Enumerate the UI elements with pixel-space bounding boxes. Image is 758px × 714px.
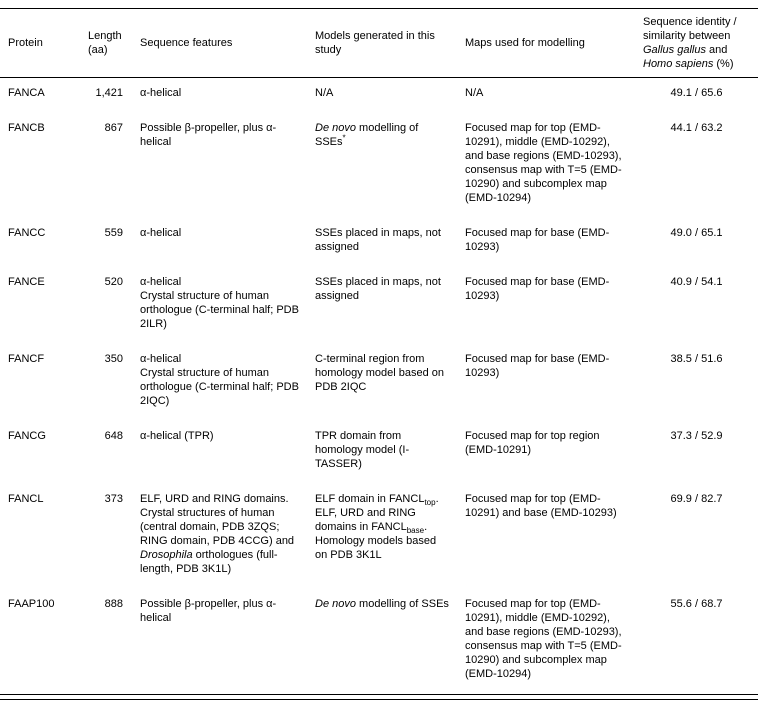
table-row-fancg	[0, 421, 758, 484]
protein-cell: FANCA	[8, 87, 45, 99]
identity-cell: 37.3 / 52.9	[670, 430, 723, 442]
protein-cell: FANCL	[8, 493, 44, 505]
table-container	[0, 8, 758, 700]
header-row	[0, 9, 758, 78]
column-header-models: Models generated in this study	[315, 9, 465, 78]
identity-cell: 40.9 / 54.1	[670, 276, 723, 288]
length-cell: 520	[104, 276, 123, 288]
length-cell: 867	[104, 122, 123, 134]
protein-models-table	[0, 8, 758, 695]
length-cell: 1,421	[95, 87, 123, 99]
identity-cell: 38.5 / 51.6	[670, 353, 723, 365]
table-row-faap100	[0, 589, 758, 695]
maps-cell: N/A	[465, 87, 484, 99]
table-header	[0, 9, 758, 78]
column-header-maps: Maps used for modelling	[465, 9, 643, 78]
column-header-protein: Protein	[0, 9, 88, 78]
protein-cell: FANCC	[8, 227, 46, 239]
features-cell: α-helical	[140, 87, 182, 99]
identity-cell: 49.0 / 65.1	[670, 227, 723, 239]
models-cell: C-terminal region from homology model based on PDB 2IQC	[315, 353, 445, 393]
features-cell: α-helical Crystal structure of human orthologue (C-terminal half; PDB 2IQC)	[140, 353, 299, 407]
table-row-fancf	[0, 344, 758, 421]
models-cell: N/A	[315, 87, 334, 99]
table-row-fancl	[0, 484, 758, 589]
models-cell: De novo modelling of SSEs	[315, 598, 449, 610]
identity-cell: 55.6 / 68.7	[670, 598, 723, 610]
maps-cell: Focused map for base (EMD-10293)	[465, 227, 610, 253]
identity-cell: 69.9 / 82.7	[670, 493, 723, 505]
column-header-length: Length (aa)	[88, 9, 140, 78]
models-cell: TPR domain from homology model (I-TASSER)	[315, 430, 410, 470]
models-cell: SSEs placed in maps, not assigned	[315, 227, 441, 253]
features-cell: Possible β-propeller, plus α-helical	[140, 122, 277, 148]
identity-cell: 49.1 / 65.6	[670, 87, 723, 99]
models-cell: ELF domain in $FANCL_{top}$. ELF, URD and RING domains in $FANCL_{base}$. Homology models based on PDB 3K1L	[315, 493, 439, 561]
protein-cell: FANCE	[8, 276, 45, 288]
table-row-fance	[0, 267, 758, 344]
maps-cell: Focused map for top (EMD-10291), middle (EMD-10292), and base regions (EMD-10293), consensus map with T=5 (EMD-10290) and subcomplex map (EMD-10294)	[465, 122, 622, 204]
table-row-fancb	[0, 113, 758, 218]
maps-cell: Focused map for base (EMD-10293)	[465, 276, 610, 302]
length-cell: 648	[104, 430, 123, 442]
models-cell: De novo modelling of SSEs*	[315, 122, 419, 148]
length-cell: 350	[104, 353, 123, 365]
protein-cell: FANCB	[8, 122, 45, 134]
maps-cell: Focused map for top (EMD-10291), middle (EMD-10292), and base regions (EMD-10293), consensus map with T=5 (EMD-10290) and subcomplex map (EMD-10294)	[465, 598, 622, 680]
table-row-fanca	[0, 78, 758, 114]
protein-cell: FANCG	[8, 430, 46, 442]
length-cell: 888	[104, 598, 123, 610]
models-cell: SSEs placed in maps, not assigned	[315, 276, 441, 302]
features-cell: α-helical	[140, 227, 182, 239]
table-row-fancc	[0, 218, 758, 267]
length-cell: 559	[104, 227, 123, 239]
table-body	[0, 78, 758, 695]
maps-cell: Focused map for base (EMD-10293)	[465, 353, 610, 379]
protein-cell: FANCF	[8, 353, 45, 365]
length-cell: 373	[104, 493, 123, 505]
features-cell: ELF, URD and RING domains. Crystal structures of human (central domain, PDB 3ZQS; RING domain, PDB 4CCG) and Drosophila orthologues (full-length, PDB 3K1L)	[140, 493, 295, 575]
maps-cell: Focused map for top (EMD-10291) and base (EMD-10293)	[465, 493, 617, 519]
column-header-features: Sequence features	[140, 9, 315, 78]
identity-cell: 44.1 / 63.2	[670, 122, 723, 134]
column-header-identity: Sequence identity / similarity between Gallus gallus and Homo sapiens (%)	[643, 9, 758, 78]
features-cell: Possible β-propeller, plus α-helical	[140, 598, 277, 624]
protein-cell: FAAP100	[8, 598, 55, 610]
features-cell: α-helical Crystal structure of human orthologue (C-terminal half; PDB 2ILR)	[140, 276, 299, 330]
features-cell: α-helical (TPR)	[140, 430, 214, 442]
maps-cell: Focused map for top region (EMD-10291)	[465, 430, 600, 456]
